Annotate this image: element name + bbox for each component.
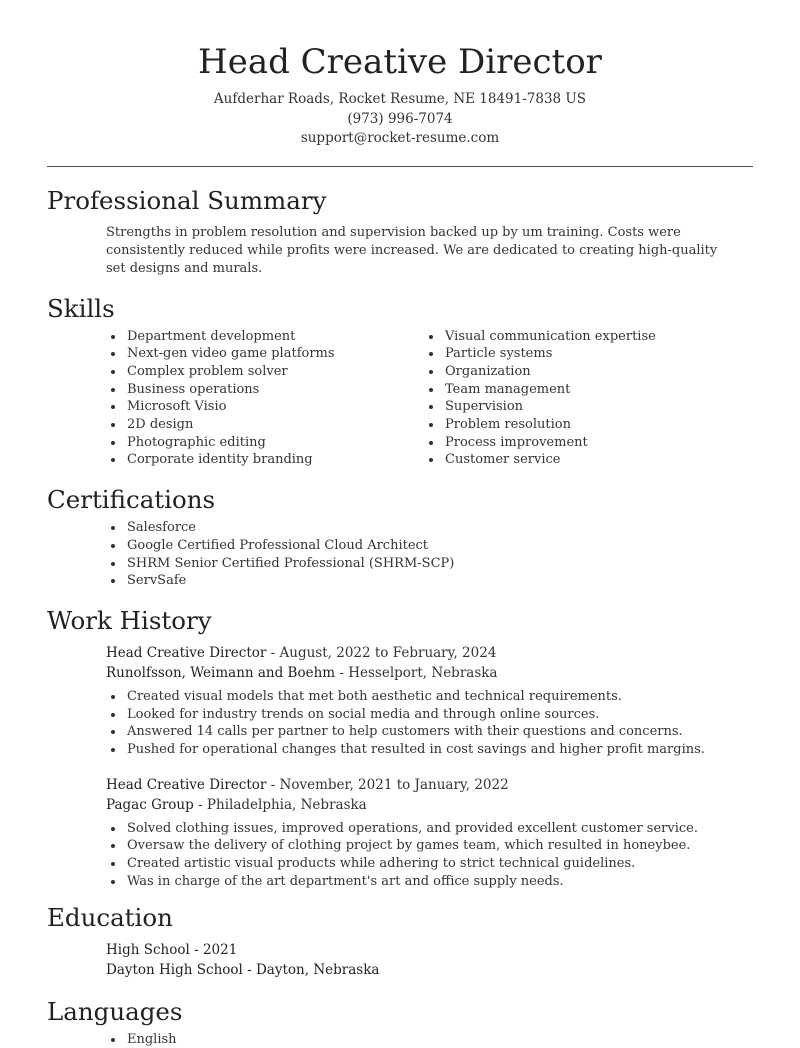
- education-school: Dayton High School: [106, 961, 243, 978]
- job-location: - Philadelphia, Nebraska: [193, 796, 367, 813]
- summary-text: Strengths in problem resolution and supervision backed up by um training. Costs were consistently reduced while profits were increased. We are dedicated to creating high-quality set designs and murals.: [106, 224, 718, 276]
- contact-address: Aufderhar Roads, Rocket Resume, NE 18491-7838 US: [213, 91, 587, 107]
- job-duty-item: Created visual models that met both aesthetic and technical requirements.: [106, 688, 800, 706]
- job-title-line: [106, 775, 800, 795]
- job-role: Head Creative Director: [106, 644, 267, 661]
- skills-heading: Skills: [47, 293, 115, 323]
- summary-heading: Professional Summary: [47, 185, 327, 215]
- skill-item: Microsoft Visio: [106, 398, 424, 416]
- skill-item: 2D design: [106, 416, 424, 434]
- certification-item: Salesforce: [106, 519, 800, 537]
- certifications-list: [106, 519, 800, 590]
- job-duties-list: [106, 688, 800, 759]
- contact-block: [0, 90, 800, 149]
- skills-right-list: [424, 328, 742, 470]
- skill-item: Process improvement: [424, 434, 742, 452]
- certifications-heading: Certifications: [47, 485, 216, 515]
- job-location: - Hesselport, Nebraska: [335, 664, 498, 681]
- skills-section: [0, 292, 800, 470]
- certifications-section: [0, 483, 800, 590]
- certification-item: ServSafe: [106, 572, 800, 590]
- skills-left-list: [106, 328, 424, 470]
- candidate-title: Head Creative Director: [198, 42, 602, 82]
- education-location: - Dayton, Nebraska: [242, 961, 380, 978]
- job-company: Pagac Group: [106, 796, 194, 813]
- skill-item: Complex problem solver: [106, 363, 424, 381]
- job-duty-item: Answered 14 calls per partner to help customers with their questions and concerns.: [106, 723, 800, 741]
- education-degree: High School: [106, 941, 190, 958]
- job-dates: - November, 2021 to January, 2022: [266, 776, 509, 793]
- skill-item: Organization: [424, 363, 742, 381]
- education-heading: Education: [47, 902, 173, 932]
- job-dates: - August, 2022 to February, 2024: [266, 644, 497, 661]
- work-history-section: [0, 604, 800, 891]
- job-duties-list: [106, 820, 800, 891]
- job-duty-item: Was in charge of the art department's art and office supply needs.: [106, 873, 800, 891]
- certification-item: Google Certified Professional Cloud Architect: [106, 537, 800, 555]
- languages-list: [106, 1031, 800, 1048]
- skill-item: Business operations: [106, 381, 424, 399]
- job-company: Runolfsson, Weimann and Boehm: [106, 664, 336, 681]
- job-duty-item: Created artistic visual products while adhering to strict technical guidelines.: [106, 855, 800, 873]
- contact-phone: (973) 996-7074: [347, 110, 453, 127]
- skill-item: Photographic editing: [106, 434, 424, 452]
- skill-item: Corporate identity branding: [106, 451, 424, 469]
- skill-item: Next-gen video game platforms: [106, 345, 424, 363]
- language-item: English: [106, 1031, 800, 1048]
- work-history-heading: Work History: [47, 605, 212, 635]
- education-year: - 2021: [189, 941, 238, 958]
- job-company-line: [106, 663, 800, 683]
- job-duty-item: Pushed for operational changes that resulted in cost savings and higher profit margins.: [106, 741, 800, 759]
- job-entry: [106, 775, 800, 891]
- job-duty-item: Solved clothing issues, improved operations, and provided excellent customer service.: [106, 820, 800, 838]
- contact-email: support@rocket-resume.com: [300, 130, 500, 146]
- education-entry: [106, 940, 800, 980]
- education-degree-line: [106, 940, 800, 960]
- summary-section: [0, 184, 800, 278]
- job-role: Head Creative Director: [106, 776, 267, 793]
- job-title-line: [106, 643, 800, 663]
- job-duty-item: Looked for industry trends on social media and through online sources.: [106, 706, 800, 724]
- skill-item: Customer service: [424, 451, 742, 469]
- skill-item: Particle systems: [424, 345, 742, 363]
- job-company-line: [106, 795, 800, 815]
- skill-item: Department development: [106, 328, 424, 346]
- skill-item: Team management: [424, 381, 742, 399]
- resume-header: [0, 0, 800, 149]
- languages-heading: Languages: [47, 996, 183, 1026]
- header-divider: [47, 166, 753, 167]
- job-duty-item: Oversaw the delivery of clothing project by games team, which resulted in honeybee.: [106, 837, 800, 855]
- skill-item: Supervision: [424, 398, 742, 416]
- job-entry: [106, 643, 800, 759]
- education-school-line: [106, 960, 800, 980]
- skill-item: Problem resolution: [424, 416, 742, 434]
- skill-item: Visual communication expertise: [424, 328, 742, 346]
- languages-section: [0, 995, 800, 1048]
- skills-columns: [106, 328, 800, 470]
- education-section: [0, 901, 800, 980]
- certification-item: SHRM Senior Certified Professional (SHRM-SCP): [106, 555, 800, 573]
